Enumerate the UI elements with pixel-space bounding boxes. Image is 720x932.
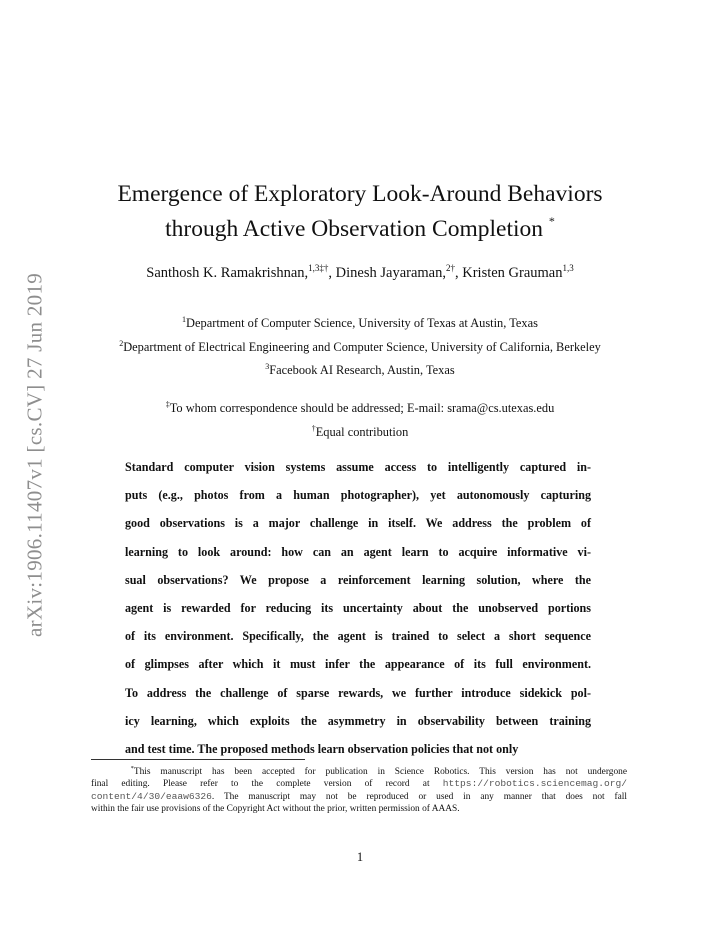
author-separator: , <box>328 264 336 281</box>
abstract-line: To address the challenge of sparse rewards, we further introduce sidekick pol- <box>125 685 591 700</box>
footnote-line-2 <box>91 778 627 790</box>
author-affiliation-marks: 2† <box>445 263 455 273</box>
arxiv-identifier-stamp: arXiv:1906.11407v1 [cs.CV] 27 Jun 2019 <box>22 272 47 638</box>
title-line-1: Emergence of Exploratory Look-Around Behaviors <box>117 181 603 207</box>
abstract-line: of glimpses after which it must infer the appearance of its full environment. <box>125 657 591 672</box>
footnote-text-2: final editing. Please refer to the complete version of record at <box>91 779 430 790</box>
footnote-divider <box>91 759 305 760</box>
affiliation-list <box>0 310 720 381</box>
author-name: Kristen Grauman <box>462 264 563 281</box>
footnote-line-1 <box>91 763 627 778</box>
equal-contribution-mark: † <box>311 423 316 433</box>
affiliation-line <box>0 310 720 334</box>
affiliation-line <box>0 357 720 381</box>
author-list <box>0 263 720 282</box>
affiliation-number: 2 <box>119 338 124 348</box>
abstract-line: puts (e.g., photos from a human photographer), yet autonomously capturing <box>125 488 591 503</box>
abstract-line: agent is rewarded for reducing its uncertainty about the unobserved portions <box>125 601 591 616</box>
abstract-line: icy learning, which exploits the asymmetry in observability between training <box>125 713 591 728</box>
abstract-line: learning to look around: how can an agent learn to acquire informative vi- <box>125 544 591 559</box>
footnote-text-1: This manuscript has been accepted for publication in Science Robotics. This version has not undergone <box>133 767 627 778</box>
page-number: 1 <box>356 850 364 864</box>
title-line-2-text: through Active Observation Completion <box>165 215 544 242</box>
author-separator: , <box>454 264 463 281</box>
footnote-line-4: within the fair use provisions of the Copyright Act without the prior, written permission of AAAS. <box>91 803 460 814</box>
affiliation-number: 1 <box>182 315 187 324</box>
paper-title <box>0 180 720 244</box>
footnote-url-path-link[interactable]: content/4/30/eaaw6326 <box>91 790 212 802</box>
author-name: Dinesh Jayaraman, <box>335 264 446 281</box>
affiliation-number: 3 <box>265 362 270 372</box>
footnote-text-3: . The manuscript may not be reproduced or used in any manner that does not fall <box>211 791 627 802</box>
correspondence-mark: ‡ <box>165 400 170 409</box>
abstract-line: sual observations? We propose a reinforcement learning solution, where the <box>125 572 591 587</box>
abstract <box>125 453 591 763</box>
abstract-line: Standard computer vision systems assume access to intelligently captured in- <box>125 460 591 474</box>
abstract-line: good observations is a major challenge in itself. We address the problem of <box>125 516 591 531</box>
footnote-marker: * <box>130 765 134 772</box>
title-line-2 <box>0 209 720 244</box>
equal-contribution-note <box>0 419 720 443</box>
correspondence-text: To whom correspondence should be addressed; E-mail: srama@cs.utexas.edu <box>169 401 555 416</box>
contact-notes <box>0 395 720 442</box>
author-name: Santhosh K. Ramakrishnan, <box>146 264 309 281</box>
affiliation-line <box>0 334 720 358</box>
correspondence-note <box>0 395 720 419</box>
affiliation-text: Department of Electrical Engineering and Computer Science, University of California, Berkeley <box>123 339 601 354</box>
equal-contribution-text: Equal contribution <box>315 424 409 439</box>
footnote <box>91 763 627 815</box>
footnote-url-link[interactable]: https://robotics.sciencemag.org/ <box>442 778 628 790</box>
author-affiliation-marks: 1,3 <box>562 263 574 273</box>
footnote-line-3 <box>91 791 627 803</box>
affiliation-text: Department of Computer Science, University of Texas at Austin, Texas <box>186 316 538 331</box>
author-affiliation-marks: 1,3‡† <box>308 263 329 273</box>
abstract-line: of its environment. Specifically, the agent is trained to select a short sequence <box>125 629 591 644</box>
affiliation-text: Facebook AI Research, Austin, Texas <box>269 363 455 378</box>
abstract-line: and test time. The proposed methods learn observation policies that not only <box>125 742 519 757</box>
title-footnote-marker: * <box>548 214 555 228</box>
